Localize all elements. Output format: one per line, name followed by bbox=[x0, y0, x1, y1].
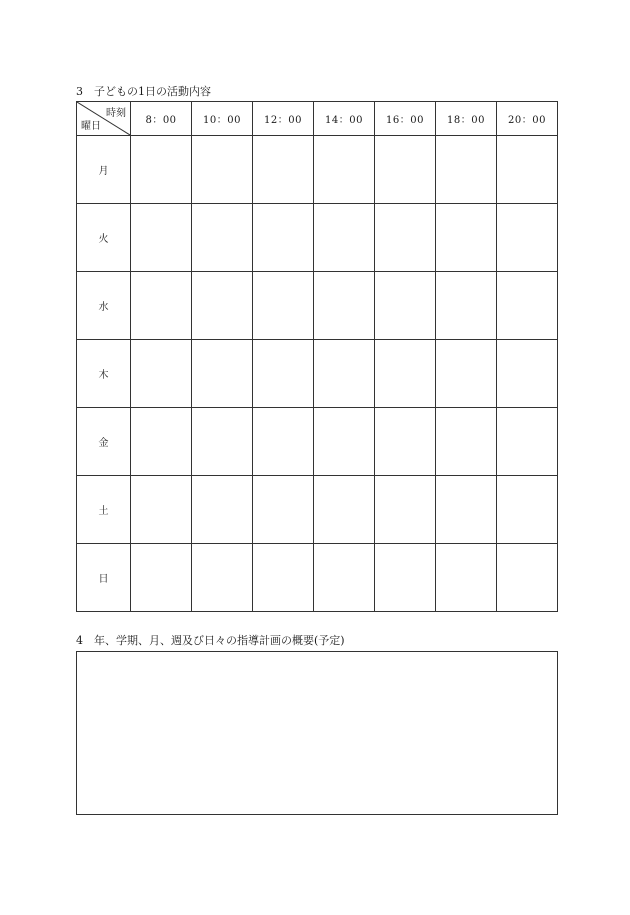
activity-cell[interactable] bbox=[436, 204, 497, 272]
activity-cell[interactable] bbox=[192, 136, 253, 204]
activity-cell[interactable] bbox=[192, 476, 253, 544]
activity-cell[interactable] bbox=[192, 340, 253, 408]
table-row bbox=[77, 408, 558, 476]
activity-cell[interactable] bbox=[253, 340, 314, 408]
activity-cell[interactable] bbox=[314, 408, 375, 476]
section-4-title: 4 年、学期、月、週及び日々の指導計画の概要(予定) bbox=[76, 634, 345, 647]
activity-cell[interactable] bbox=[253, 476, 314, 544]
activity-cell[interactable] bbox=[314, 476, 375, 544]
corner-cell bbox=[77, 102, 131, 136]
weekday-label: 日 bbox=[77, 544, 131, 612]
activity-cell[interactable] bbox=[497, 136, 558, 204]
activity-cell[interactable] bbox=[436, 408, 497, 476]
activity-cell[interactable] bbox=[375, 476, 436, 544]
activity-cell[interactable] bbox=[436, 544, 497, 612]
teaching-plan-box[interactable] bbox=[76, 651, 558, 815]
activity-cell[interactable] bbox=[497, 272, 558, 340]
table-header-row bbox=[77, 102, 558, 136]
weekday-label: 金 bbox=[77, 408, 131, 476]
activity-cell[interactable] bbox=[375, 204, 436, 272]
section-3-title: 3 子どもの1日の活動内容 bbox=[76, 85, 211, 98]
weekday-label: 火 bbox=[77, 204, 131, 272]
weekday-label: 土 bbox=[77, 476, 131, 544]
activity-cell[interactable] bbox=[375, 136, 436, 204]
activity-cell[interactable] bbox=[314, 136, 375, 204]
activity-cell[interactable] bbox=[192, 408, 253, 476]
activity-cell[interactable] bbox=[192, 272, 253, 340]
table-row bbox=[77, 272, 558, 340]
daily-activity-table bbox=[76, 101, 558, 612]
activity-cell[interactable] bbox=[314, 204, 375, 272]
table-row bbox=[77, 136, 558, 204]
activity-cell[interactable] bbox=[192, 544, 253, 612]
activity-cell[interactable] bbox=[436, 136, 497, 204]
activity-cell[interactable] bbox=[497, 340, 558, 408]
time-header: 14：00 bbox=[314, 102, 375, 136]
table-row bbox=[77, 544, 558, 612]
time-header: 16：00 bbox=[375, 102, 436, 136]
activity-cell[interactable] bbox=[131, 204, 192, 272]
weekday-label: 月 bbox=[77, 136, 131, 204]
activity-cell[interactable] bbox=[497, 408, 558, 476]
activity-cell[interactable] bbox=[497, 476, 558, 544]
time-header: 8：00 bbox=[131, 102, 192, 136]
activity-cell[interactable] bbox=[375, 544, 436, 612]
weekday-label: 水 bbox=[77, 272, 131, 340]
activity-cell[interactable] bbox=[131, 340, 192, 408]
activity-cell[interactable] bbox=[497, 204, 558, 272]
activity-cell[interactable] bbox=[497, 544, 558, 612]
activity-cell[interactable] bbox=[436, 272, 497, 340]
activity-cell[interactable] bbox=[131, 136, 192, 204]
activity-cell[interactable] bbox=[253, 272, 314, 340]
time-header: 18：00 bbox=[436, 102, 497, 136]
table-row bbox=[77, 340, 558, 408]
weekday-axis-label: 曜日 bbox=[81, 121, 101, 132]
activity-cell[interactable] bbox=[314, 340, 375, 408]
time-header: 12：00 bbox=[253, 102, 314, 136]
activity-cell[interactable] bbox=[436, 476, 497, 544]
activity-cell[interactable] bbox=[253, 408, 314, 476]
activity-cell[interactable] bbox=[253, 544, 314, 612]
table-row bbox=[77, 476, 558, 544]
weekday-label: 木 bbox=[77, 340, 131, 408]
table-row bbox=[77, 204, 558, 272]
time-header: 10：00 bbox=[192, 102, 253, 136]
activity-cell[interactable] bbox=[192, 204, 253, 272]
activity-cell[interactable] bbox=[131, 544, 192, 612]
activity-cell[interactable] bbox=[375, 340, 436, 408]
activity-cell[interactable] bbox=[375, 408, 436, 476]
activity-cell[interactable] bbox=[375, 272, 436, 340]
time-axis-label: 時刻 bbox=[106, 108, 126, 119]
time-header: 20：00 bbox=[497, 102, 558, 136]
activity-cell[interactable] bbox=[131, 476, 192, 544]
activity-cell[interactable] bbox=[253, 136, 314, 204]
activity-cell[interactable] bbox=[436, 340, 497, 408]
activity-cell[interactable] bbox=[131, 272, 192, 340]
activity-cell[interactable] bbox=[131, 408, 192, 476]
activity-cell[interactable] bbox=[253, 204, 314, 272]
activity-cell[interactable] bbox=[314, 544, 375, 612]
activity-cell[interactable] bbox=[314, 272, 375, 340]
